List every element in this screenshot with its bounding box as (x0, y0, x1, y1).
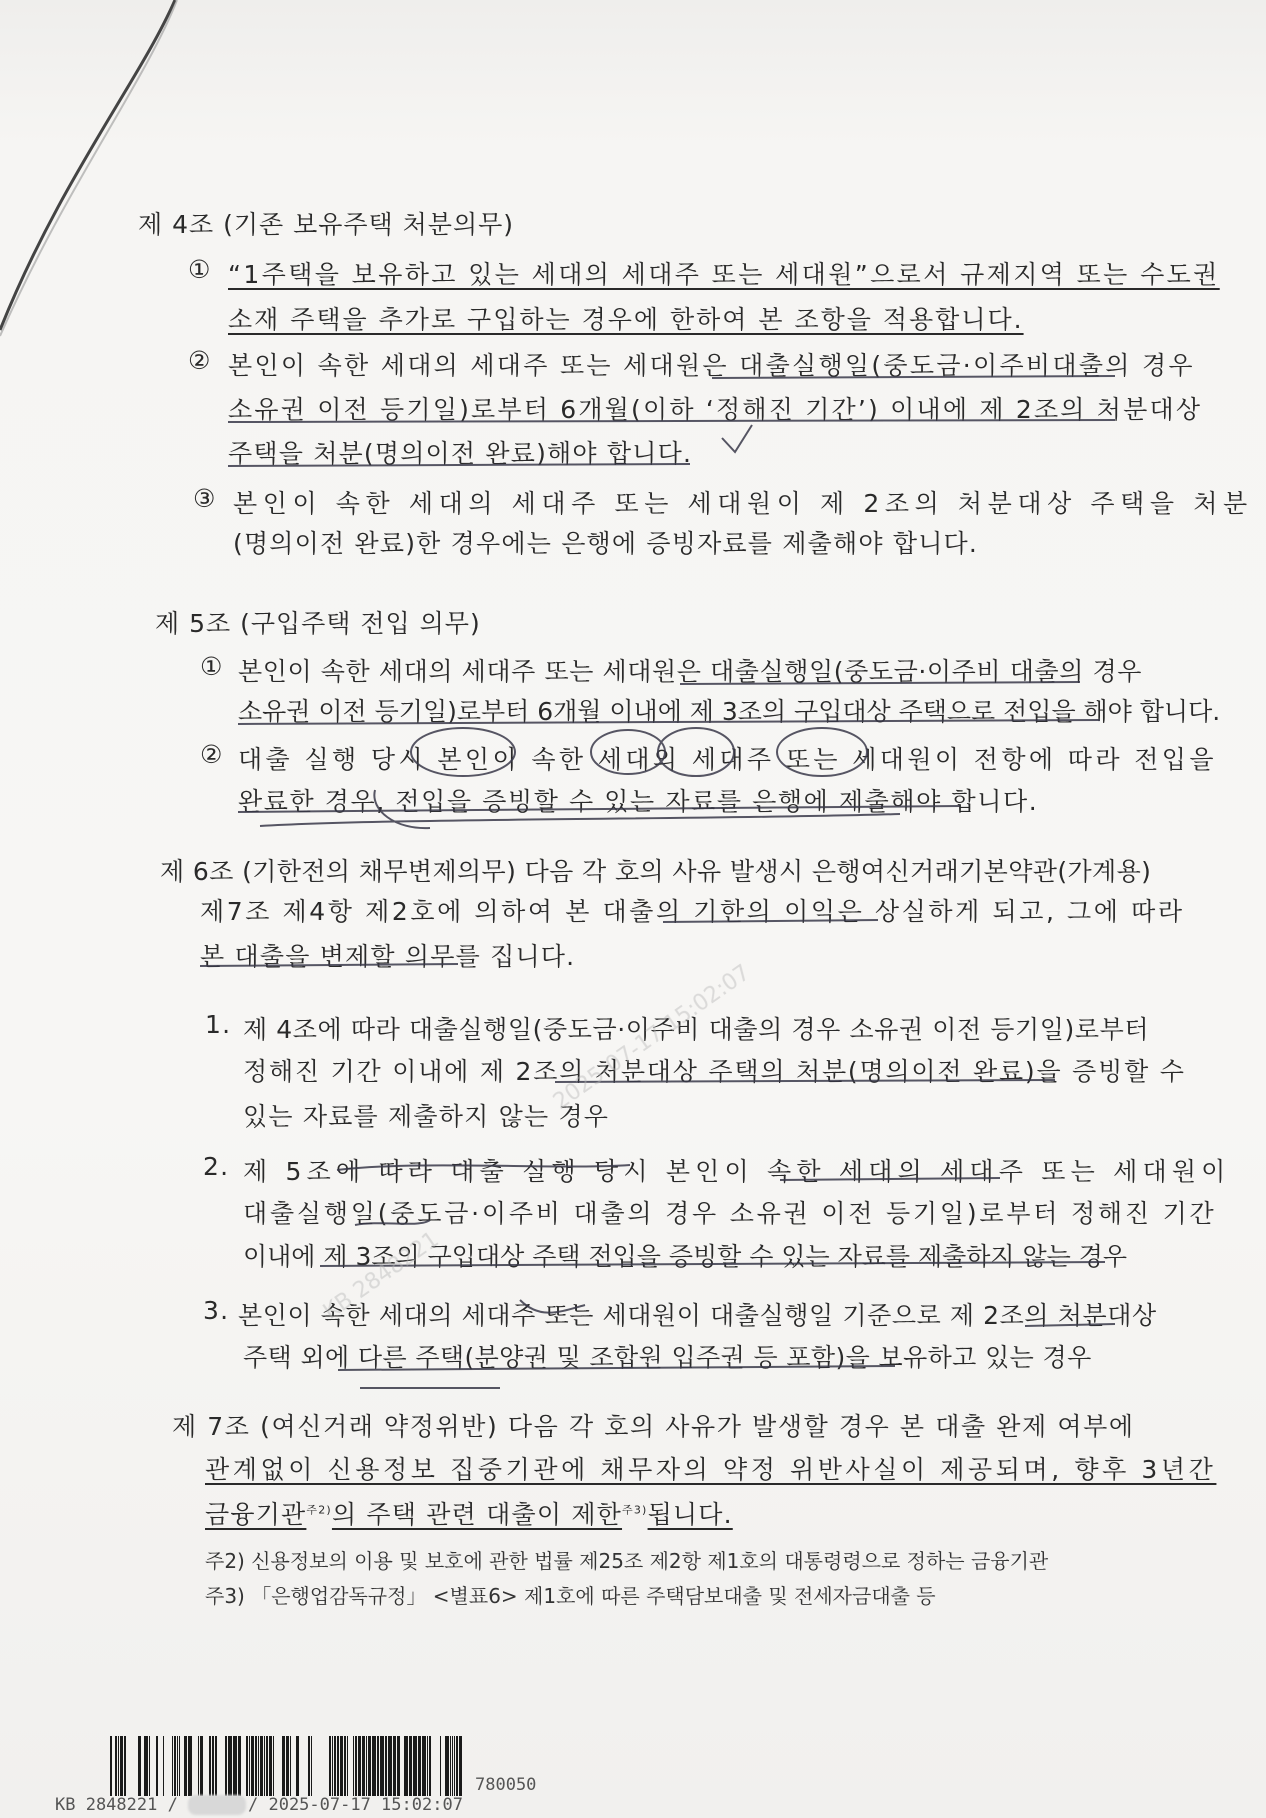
barcode-bar (209, 1736, 211, 1796)
barcode-bar (273, 1736, 274, 1796)
barcode-bar (454, 1736, 455, 1796)
barcode-bar (269, 1736, 272, 1796)
svg-text:KB 2848221: KB 2848221 (319, 1227, 444, 1325)
barcode-bar (456, 1736, 458, 1796)
art6-item3-num: 3. (203, 1296, 230, 1325)
barcode-bar (355, 1736, 357, 1796)
barcode-bar (144, 1736, 148, 1796)
barcode-number: 780050 (475, 1775, 537, 1795)
art4-item2-line1: 본인이 속한 세대의 세대주 또는 세대원은 대출실행일(중도금·이주비대출의 경우 (228, 351, 1195, 380)
art6-item3-line1: 본인이 속한 세대의 세대주 또는 세대원이 대출실행일 기준으로 제 2조의 처분대상 (238, 1301, 1157, 1330)
footnote-2: 주2) 신용정보의 이용 및 보호에 관한 법률 제25조 제2항 제1호의 대통령령으로 정하는 금융기관 (205, 1549, 1049, 1573)
article-4-title: 제 4조 (기존 보유주택 처분의무) (138, 210, 515, 239)
article-5-title: 제 5조 (구입주택 전입 의무) (155, 609, 481, 638)
barcode-bar (366, 1736, 367, 1796)
barcode-bar (138, 1736, 141, 1796)
barcode-bar (452, 1736, 453, 1796)
barcode-bar (409, 1736, 412, 1796)
barcode-bar (397, 1736, 400, 1796)
barcode-bar (124, 1736, 126, 1796)
barcode-bar (264, 1736, 265, 1796)
barcode-bar (358, 1736, 361, 1796)
barcode-bar (255, 1736, 257, 1796)
barcode-bar (329, 1736, 331, 1796)
barcode-bar (311, 1736, 312, 1796)
barcode-bar (418, 1736, 421, 1796)
art4-item2-line2: 소유권 이전 등기일)로부터 6개월(이하 ‘정해진 기간’) 이내에 제 2조의 처분대상 (228, 395, 1203, 424)
barcode-bar (286, 1736, 289, 1796)
barcode-bar (347, 1736, 348, 1796)
barcode-bar (344, 1736, 346, 1796)
art6-item2-num: 2. (203, 1152, 230, 1181)
barcode-bar (445, 1736, 449, 1796)
barcode-bar (393, 1736, 396, 1796)
art6-item2-line3: 이내에 제 3조의 구입대상 주택 전입을 증빙할 수 있는 자료를 제출하지 않는 경우 (243, 1242, 1128, 1271)
barcode-bar (212, 1736, 214, 1796)
barcode-bar (118, 1736, 119, 1796)
barcode-bar (385, 1736, 387, 1796)
barcode-bar (149, 1736, 150, 1796)
art4-item3-num: ③ (193, 484, 217, 513)
barcode-bar (340, 1736, 343, 1796)
barcode-bar (225, 1736, 227, 1796)
barcode-bar (308, 1736, 310, 1796)
barcode-bar (110, 1736, 112, 1796)
article-7-title-line2-text: 관계없이 신용정보 집중기관에 채무자의 약정 위반사실이 제공되며, 향후 3년간 (205, 1455, 1217, 1484)
barcode-bar (440, 1736, 441, 1796)
barcode-bar (120, 1736, 123, 1796)
barcode-bar (172, 1736, 173, 1796)
barcode-bar (362, 1736, 365, 1796)
art7-footnote-ref-2: 주2) (306, 1503, 332, 1517)
art5-item2-num: ② (200, 740, 224, 769)
barcode-bar (353, 1736, 354, 1796)
barcode-bar (332, 1736, 333, 1796)
art6-item1-line3: 있는 자료를 제출하지 않는 경우 (243, 1102, 610, 1131)
document-id: KB 2848221 / (55, 1795, 178, 1815)
art4-item3-line1: 본인이 속한 세대의 세대주 또는 세대원이 제 2조의 처분대상 주택을 처분 (233, 489, 1253, 518)
art7-line3-b: 의 주택 관련 대출이 제한 (331, 1500, 623, 1529)
barcode-bar (377, 1736, 379, 1796)
barcode-bar (177, 1736, 178, 1796)
article-7-title-line1: 제 7조 (여신거래 약정위반) 다음 각 호의 사유가 발생할 경우 본 대출 완제 여부에 (172, 1412, 1135, 1441)
barcode-bar (413, 1736, 417, 1796)
barcode-image (110, 1736, 470, 1796)
footnote-3: 주3) 「은행업감독규정」 <별표6> 제1호에 따른 주택담보대출 및 전세자금대출 등 (205, 1584, 936, 1608)
art4-item1-line2 (228, 300, 1024, 336)
art5-item2-line1: 대출 실행 당시 본인이 속한 세대의 세대주 또는 세대원이 전항에 따라 전입을 (238, 745, 1217, 774)
barcode-bar (266, 1736, 268, 1796)
art4-item1-line2-text: 소재 주택을 추가로 구입하는 경우에 한하여 본 조항을 적용합니다. (228, 305, 1024, 334)
barcode-bar (198, 1736, 199, 1796)
barcode-bar (380, 1736, 384, 1796)
art4-item1-num: ① (188, 255, 212, 284)
article-7-title-line2 (205, 1450, 1216, 1486)
art4-item2-num: ② (188, 346, 212, 375)
barcode-bar (368, 1736, 371, 1796)
barcode-bar (459, 1736, 462, 1796)
art7-line3-a: 금융기관 (205, 1500, 307, 1529)
barcode-bar (290, 1736, 291, 1796)
print-timestamp: / 2025-07-17 15:02:07 (248, 1795, 463, 1815)
art6-item3-line2: 주택 외에 다른 주택(분양권 및 조합원 입주권 등 포함)을 보유하고 있는 경우 (243, 1343, 1092, 1372)
art7-line3-c: 됩니다. (647, 1500, 733, 1529)
art6-item1-line2: 정해진 기간 이내에 제 2조의 처분대상 주택의 처분(명의이전 완료)을 증빙할 수 (243, 1057, 1186, 1086)
art4-item1-line1-text: “1주택을 보유하고 있는 세대의 세대주 또는 세대원”으로서 규제지역 또는 수도권 (228, 260, 1220, 289)
art5-item1-line1: 본인이 속한 세대의 세대주 또는 세대원은 대출실행일(중도금·이주비 대출의 경우 (238, 657, 1143, 686)
barcode-bar (156, 1736, 158, 1796)
barcode-bar (215, 1736, 217, 1796)
barcode-bar (200, 1736, 203, 1796)
barcode-bar (174, 1736, 176, 1796)
art5-item1-line2: 소유권 이전 등기일)로부터 6개월 이내에 제 3조의 구입대상 주택으로 전입을 해야 합니다. (238, 697, 1221, 726)
art5-item1-num: ① (200, 652, 224, 681)
barcode-bar (282, 1736, 285, 1796)
barcode-bar (260, 1736, 263, 1796)
article-6-title-line3: 본 대출을 변제할 의무를 집니다. (200, 942, 576, 971)
article-6-title-line1: 제 6조 (기한전의 채무변제의무) 다음 각 호의 사유 발생시 은행여신거래기본약관(가계용) (160, 857, 1152, 886)
barcode-bar (251, 1736, 254, 1796)
svg-text:2025-07-17 15:02:07: 2025-07-17 15:02:07 (549, 960, 755, 1115)
barcode-bar (427, 1736, 428, 1796)
barcode-bar (238, 1736, 241, 1796)
barcode-bar (163, 1736, 164, 1796)
art4-item3-line2: (명의이전 완료)한 경우에는 은행에 증빙자료를 제출해야 합니다. (233, 529, 979, 558)
article-6-title-line2: 제7조 제4항 제2호에 의하여 본 대출의 기한의 이익은 상실하게 되고, 그에 따라 (200, 897, 1185, 926)
art4-item1-line1 (228, 255, 1220, 291)
art6-item2-line1: 제 5조에 따라 대출 실행 당시 본인이 속한 세대의 세대주 또는 세대원이 (243, 1157, 1231, 1186)
barcode-bar (296, 1736, 299, 1796)
barcode-bar (372, 1736, 376, 1796)
barcode-bar (188, 1736, 192, 1796)
barcode-bar (429, 1736, 431, 1796)
art6-item2-line2: 대출실행일(중도금·이주비 대출의 경우 소유권 이전 등기일)로부터 정해진 기간 (243, 1199, 1217, 1228)
barcode-bar (249, 1736, 250, 1796)
redacted-field (188, 1795, 246, 1815)
art6-item1-num: 1. (205, 1010, 232, 1039)
article-7-title-line3 (205, 1495, 733, 1531)
art6-item1-line1: 제 4조에 따라 대출실행일(중도금·이주비 대출의 경우 소유권 이전 등기일)로부터 (243, 1015, 1150, 1044)
barcode-bar (337, 1736, 339, 1796)
page-fold-edge (0, 0, 190, 340)
barcode-bar (404, 1736, 408, 1796)
barcode-bar (334, 1736, 336, 1796)
barcode-bar (258, 1736, 259, 1796)
barcode-bar (228, 1736, 232, 1796)
art4-item2-line3: 주택을 처분(명의이전 완료)해야 합니다. (228, 439, 693, 468)
barcode-bar (388, 1736, 392, 1796)
barcode-bar (184, 1736, 187, 1796)
barcode-bar (450, 1736, 451, 1796)
art7-footnote-ref-3: 주3) (622, 1503, 648, 1517)
barcode-bar (246, 1736, 248, 1796)
barcode-bar (422, 1736, 426, 1796)
barcode-bar (115, 1736, 117, 1796)
barcode-bar (233, 1736, 237, 1796)
barcode-bar (179, 1736, 180, 1796)
art5-item2-line2: 완료한 경우, 전입을 증빙할 수 있는 자료를 은행에 제출해야 합니다. (238, 787, 1039, 816)
